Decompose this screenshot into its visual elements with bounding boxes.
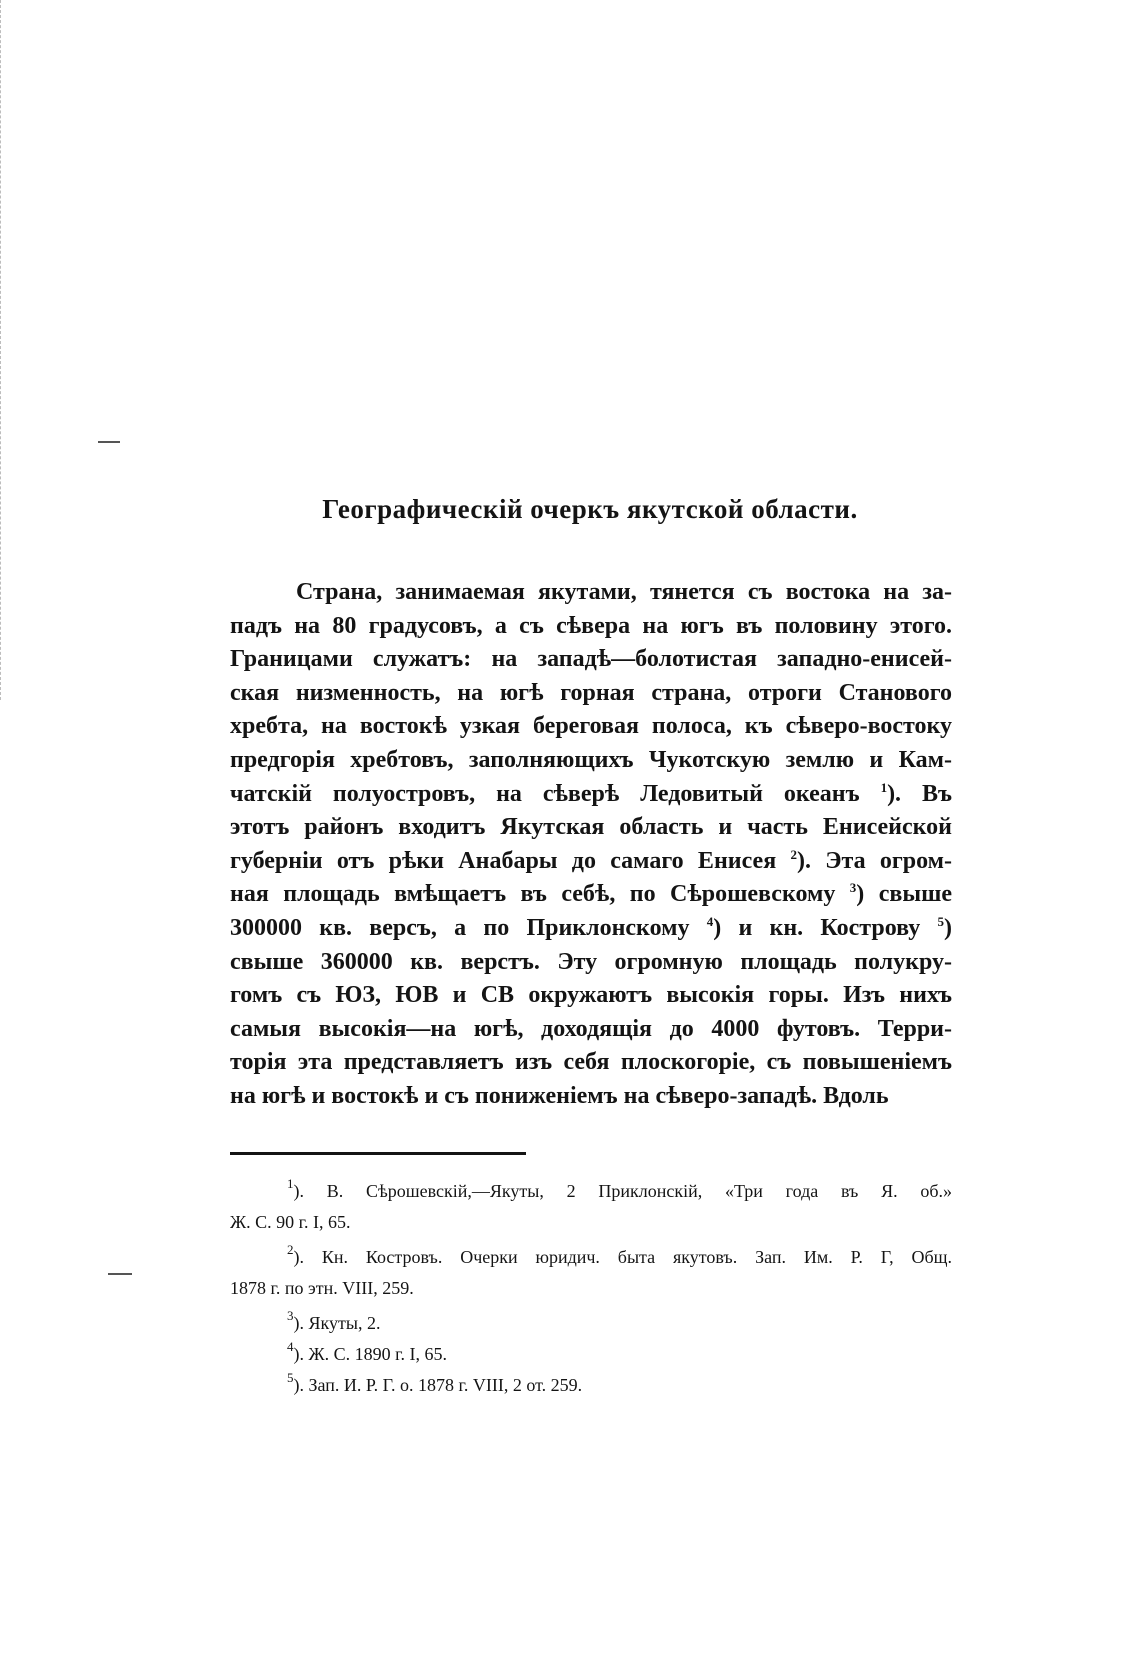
footnote-mark: 3 [287, 1308, 294, 1323]
body-line [230, 845, 952, 879]
body-line: хребта, на востокѣ узкая береговая полоса, къ сѣверо-востоку [230, 713, 952, 740]
footnote-2-cont: 1878 г. по этн. VIII, 259. [230, 1278, 414, 1298]
body-paragraph [230, 576, 952, 1114]
body-line: свыше 360000 кв. верстъ. Эту огромную площадь полукру- [230, 948, 952, 975]
footnote-2 [230, 1242, 952, 1273]
body-line: этотъ районъ входитъ Якутская область и часть Енисейской [230, 814, 952, 841]
body-line: Страна, занимаемая якутами, тянется съ востока на за- [296, 579, 952, 605]
footnote-1 [230, 1176, 952, 1207]
footnote-text: ). Кн. Костровъ. Очерки юридич. быта якутовъ. Зап. Им. Р. Г, Общ. [293, 1247, 952, 1267]
footnote-ref: 4 [706, 913, 714, 929]
body-line: самыя высокія—на югѣ, доходящія до 4000 футовъ. Терри- [230, 1015, 952, 1042]
margin-mark [98, 441, 120, 443]
body-line-text: ) и кн. Кострову [713, 914, 921, 941]
footnote-mark: 2 [287, 1242, 294, 1257]
footnote-divider [230, 1152, 526, 1155]
footnote-4 [230, 1339, 952, 1370]
body-line-text: 300000 кв. версъ, а по Приклонскому [230, 914, 690, 941]
body-line: ская низменность, на югѣ горная страна, отроги Станового [230, 679, 952, 706]
footnote-text: ). В. Сѣрошевскій,—Якуты, 2 Приклонскій, «Три года въ Я. об.» [293, 1181, 952, 1201]
body-line-text: ная площадь вмѣщаетъ въ себѣ, по Сѣрошевскому [230, 881, 836, 908]
footnote-ref: 3 [849, 880, 857, 896]
footnote-text: ). Якуты, 2. [293, 1313, 381, 1333]
body-line-text: ). Эта огром- [796, 847, 953, 874]
body-line-text: ) [944, 914, 953, 941]
body-line [230, 878, 952, 912]
footnote-1-cont: Ж. С. 90 г. I, 65. [230, 1212, 351, 1232]
page-title: Географическій очеркъ якутской области. [322, 494, 858, 524]
footnote-text: ). Зап. И. Р. Г. о. 1878 г. VIII, 2 от. 259. [293, 1375, 583, 1395]
margin-mark [108, 1273, 132, 1275]
body-line: предгорія хребтовъ, заполняющихъ Чукотскую землю и Кам- [230, 746, 952, 773]
footnote-mark: 4 [287, 1339, 294, 1354]
footnote-mark: 1 [287, 1176, 294, 1191]
footnote-text: ). Ж. С. 1890 г. I, 65. [293, 1344, 447, 1364]
body-line: падъ на 80 градусовъ, а съ сѣвера на югъ въ половину этого. [230, 612, 952, 639]
footnote-ref: 5 [937, 913, 945, 929]
body-line: Границами служатъ: на западѣ—болотистая западно-енисей- [230, 646, 952, 673]
body-line-text: ). Въ [887, 780, 952, 807]
page-edge-shadow [0, 0, 4, 700]
footnote-ref: 2 [790, 846, 797, 862]
body-line [230, 778, 952, 812]
footnotes [230, 1176, 952, 1401]
body-line-text: ) свыше [856, 881, 952, 908]
footnote-ref: 1 [880, 779, 888, 795]
footnote-mark: 5 [287, 1370, 294, 1385]
footnote-5 [230, 1370, 952, 1401]
body-line: гомъ съ ЮЗ, ЮВ и СВ окружаютъ высокія горы. Изъ нихъ [230, 982, 952, 1009]
body-line: торія эта представляетъ изъ себя плоскогоріе, съ повышеніемъ [230, 1049, 952, 1076]
body-line: на югѣ и востокѣ и съ пониженіемъ на сѣверо-западѣ. Вдоль [230, 1082, 889, 1109]
body-line-text: губерніи отъ рѣки Анабары до самаго Енисея [230, 847, 777, 874]
body-line [230, 912, 952, 946]
footnote-3 [230, 1308, 952, 1339]
body-line-text: чатскій полуостровъ, на сѣверѣ Ледовитый океанъ [230, 780, 860, 807]
